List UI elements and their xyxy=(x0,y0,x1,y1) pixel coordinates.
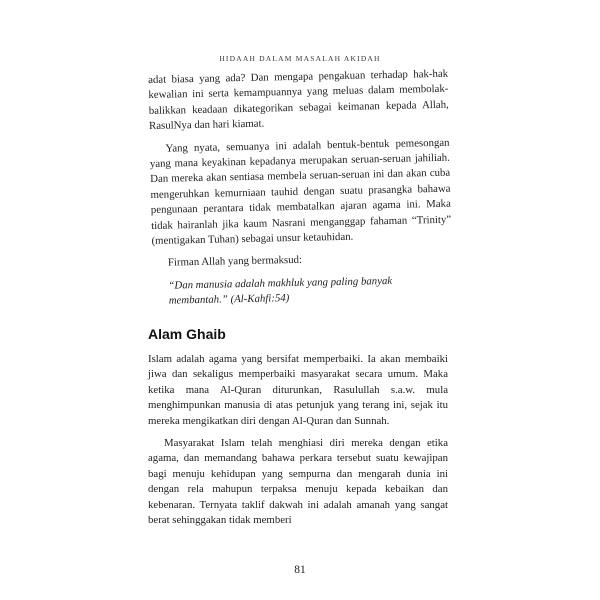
paragraph-masyarakat: Masyarakat Islam telah menghiasi diri mereka dengan etika agama, dan memandang bahawa perkara tersebut suatu kewajipan bagi menuju kehidupan yang sempurna dan mengarah dunia ini dengan rela mahupun terpaksa menuju kepada kebaikan dan kebenaran. Ternyata taklif dakwah ini adalah amanah yang sangat berat sehinggakan tidak memberi xyxy=(148,437,448,527)
section-alam-ghaib xyxy=(148,326,448,528)
firman-intro: Firman Allah yang bermaksud: xyxy=(167,254,303,270)
page-number: 81 xyxy=(294,564,306,576)
upper-text-block xyxy=(148,67,453,310)
paragraph-islam: Islam adalah agama yang bersifat memperbaiki. Ia akan membaiki jiwa dan sekaligus memperbaiki masyarakat secara umum. Maka ketika mana Al-Quran diturunkan, Rasulullah s.a.w. mula menghimpunkan manusia di atas petunjuk yang terang ini, sejak itu mereka mengikatkan diri dengan Al-Quran dan Sunnah. xyxy=(148,353,448,427)
running-head: HIDAAH DALAM MASALAH AKIDAH xyxy=(219,54,381,63)
paragraph-pemesongan: Yang nyata, semuanya ini adalah bentuk-bentuk pemesongan yang mana keyakinan kepadanya merupakan seruan-seruan jahiliah. Dan mereka akan sentiasa membela seruan-seruan ini dan akan cuba mengeruhkan kemurniaan tauhid dengan suatu prasangka bahawa pengunaan perantara tidak membatalkan ajaran agama ini. Maka tidak hairanlah jika kaum Nasrani menganggap fahaman “Trinity” (mentigakan Tuhan) sebagai unsur ketauhidan. xyxy=(149,136,452,248)
section-heading: Alam Ghaib xyxy=(148,326,226,342)
paragraph-continuation: adat biasa yang ada? Dan mengapa pengakuan terhadap hak-hak kewalian ini serta kemampuannya yang meluas dalam membolak-balikkan keadaan dikategorikan sebagai keimanan kepada Allah, RasulNya dan hari kiamat. xyxy=(148,67,449,133)
quran-quote: “Dan manusia adalah makhluk yang paling banyak membantah.” (Al-Kahfi:54) xyxy=(168,274,393,307)
